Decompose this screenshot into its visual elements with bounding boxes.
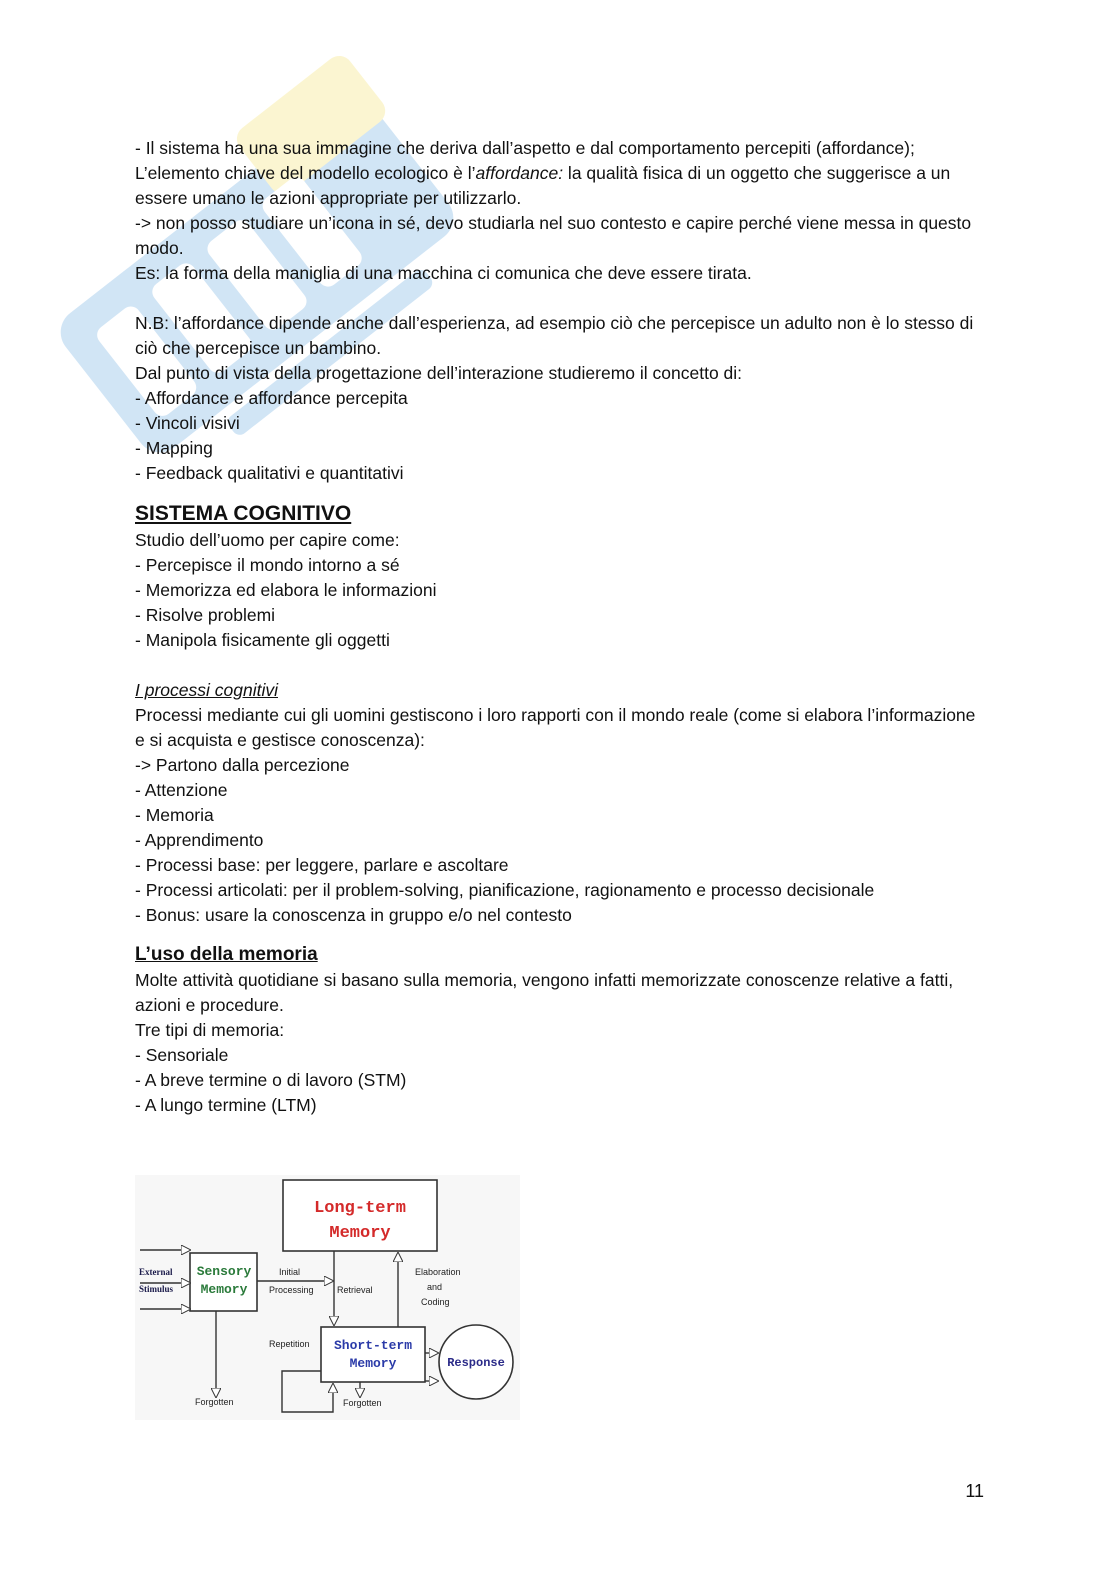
paragraph-affordance-2-post: la qualità fisica di un oggetto che suggerisce a un essere umano le azioni appropriate per utilizzarlo.: [135, 163, 951, 208]
paragraph-icon-context: -> non posso studiare un’icona in sé, devo studiarla nel suo contesto e capire perché viene messa in questo modo.: [135, 213, 972, 258]
page-number: 11: [965, 1481, 984, 1501]
long-term-memory-label: Long-term: [314, 1199, 406, 1218]
section-title-sistema-cognitivo: SISTEMA COGNITIVO: [135, 502, 352, 525]
list-item: - Apprendimento: [135, 830, 264, 850]
paragraph-example: Es: la forma della maniglia di una macchina ci comunica che deve essere tirata.: [135, 263, 752, 283]
list-item: -> Partono dalla percezione: [135, 755, 350, 775]
short-term-memory-box: [321, 1327, 425, 1382]
paragraph-affordance-2: [135, 161, 985, 211]
list-item: - Memorizza ed elabora le informazioni: [135, 580, 437, 600]
paragraph-design-concepts: Dal punto di vista della progettazione dell’interazione studieremo il concetto di:: [135, 363, 743, 383]
short-term-memory-label: Memory: [349, 1356, 397, 1371]
response-label: Response: [447, 1356, 505, 1370]
list-item: - A breve termine o di lavoro (STM): [135, 1070, 407, 1090]
long-term-memory-label: Memory: [329, 1224, 391, 1243]
paragraph-affordance-2-pre: L’elemento chiave del modello ecologico è l’: [135, 163, 476, 183]
list-item: - Bonus: usare la conoscenza in gruppo e/o nel contesto: [135, 905, 572, 925]
elaboration-label: and: [427, 1282, 443, 1292]
elaboration-label: Elaboration: [415, 1267, 461, 1277]
affordance-term: affordance:: [475, 163, 564, 183]
paragraph-processi: Processi mediante cui gli uomini gestiscono i loro rapporti con il mondo reale (come si elabora l’informazione e si acquista e gestisce conoscenza):: [135, 705, 976, 750]
list-item: - A lungo termine (LTM): [135, 1095, 317, 1115]
initial-processing-label: Initial: [279, 1267, 301, 1277]
repetition-label: Repetition: [269, 1339, 310, 1349]
list-item: - Feedback qualitativi e quantitativi: [135, 463, 404, 483]
list-item: - Attenzione: [135, 780, 228, 800]
list-item: - Sensoriale: [135, 1045, 229, 1065]
paragraph-nb: N.B: l’affordance dipende anche dall’esperienza, ad esempio ciò che percepisce un adulto non è lo stesso di ciò che percepisce un bambino.: [135, 313, 974, 358]
paragraph-sistema-intro: Studio dell’uomo per capire come:: [135, 530, 400, 550]
list-item: - Affordance e affordance percepita: [135, 388, 408, 408]
list-item: - Percepisce il mondo intorno a sé: [135, 555, 400, 575]
external-stimulus-label: External: [139, 1267, 173, 1277]
list-item: - Memoria: [135, 805, 214, 825]
list-item: - Processi base: per leggere, parlare e ascoltare: [135, 855, 509, 875]
list-item: - Manipola fisicamente gli oggetti: [135, 630, 390, 650]
paragraph-tipi-memoria: Tre tipi di memoria:: [135, 1020, 285, 1040]
page-content: [135, 136, 985, 1118]
forgotten-label: Forgotten: [343, 1398, 382, 1408]
external-stimulus-label: Stimulus: [139, 1284, 174, 1294]
sensory-memory-label: Sensory: [196, 1264, 252, 1279]
list-item: - Processi articolati: per il problem-solving, pianificazione, ragionamento e processo decisionale: [135, 880, 875, 900]
paragraph-affordance-1: - Il sistema ha una sua immagine che deriva dall’aspetto e dal comportamento percepiti (affordance);: [135, 138, 915, 158]
memory-model-diagram: [135, 1175, 520, 1420]
section-title-memoria: L’uso della memoria: [135, 944, 318, 965]
subsection-title-processi: I processi cognitivi: [135, 680, 278, 700]
retrieval-label: Retrieval: [337, 1285, 373, 1295]
forgotten-label: Forgotten: [195, 1397, 234, 1407]
short-term-memory-label: Short-term: [333, 1338, 413, 1353]
memory-model-svg: [135, 1175, 520, 1420]
sensory-memory-label: Memory: [200, 1282, 248, 1297]
list-item: - Vincoli visivi: [135, 413, 240, 433]
paragraph-memoria: Molte attività quotidiane si basano sulla memoria, vengono infatti memorizzate conoscenze relative a fatti, azioni e procedure.: [135, 970, 954, 1015]
elaboration-label: Coding: [421, 1297, 450, 1307]
list-item: - Risolve problemi: [135, 605, 276, 625]
list-item: - Mapping: [135, 438, 213, 458]
initial-processing-label: Processing: [269, 1285, 314, 1295]
